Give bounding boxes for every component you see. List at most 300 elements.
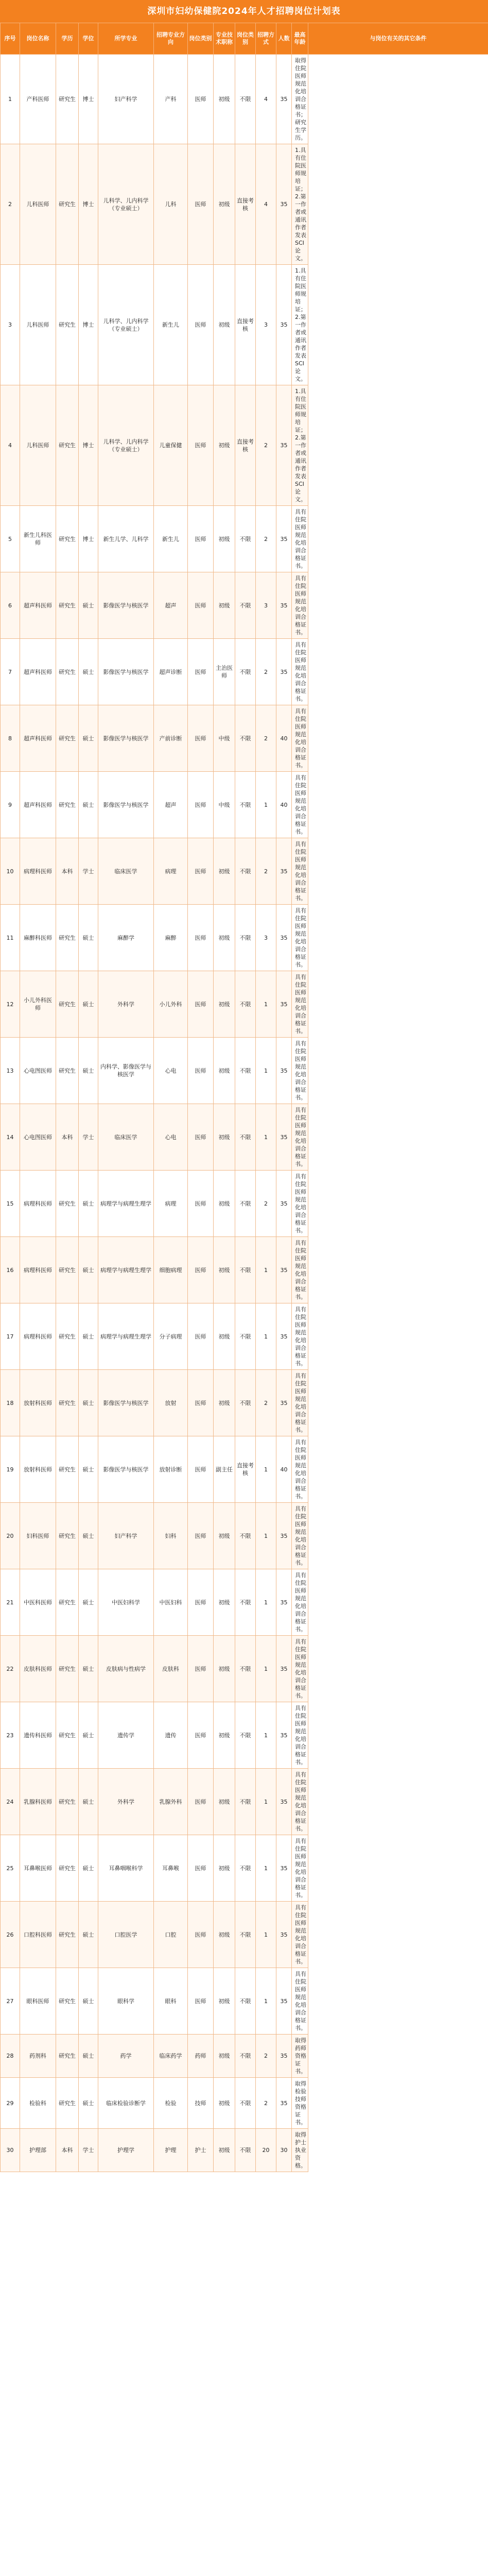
major: 病理学与病理生理学	[98, 1303, 154, 1370]
position-name: 病理科医师	[20, 1237, 56, 1303]
degree: 硕士	[79, 572, 98, 639]
direction: 心电	[154, 1104, 188, 1171]
degree: 博士	[79, 265, 98, 385]
row-number: 29	[1, 2078, 20, 2129]
hiring-mode: 1	[256, 1436, 276, 1503]
row-number: 4	[1, 385, 20, 506]
major: 儿科学、儿内科学（专业硕士）	[98, 265, 154, 385]
category: 不限	[235, 55, 256, 144]
title-level: 初级	[214, 1237, 235, 1303]
headcount: 35	[276, 1303, 292, 1370]
table-row	[1, 1436, 488, 1503]
position-type: 医师	[188, 1038, 214, 1104]
position-name: 儿科医师	[20, 385, 56, 506]
title-level: 初级	[214, 385, 235, 506]
row-number: 20	[1, 1503, 20, 1569]
education: 研究生	[56, 1636, 79, 1702]
title-level: 初级	[214, 506, 235, 572]
degree: 硕士	[79, 1769, 98, 1835]
position-type: 医师	[188, 1968, 214, 2035]
category: 不限	[235, 1569, 256, 1636]
headcount: 35	[276, 2035, 292, 2078]
education: 本科	[56, 1104, 79, 1171]
position-type: 医师	[188, 1636, 214, 1702]
direction: 超声诊断	[154, 639, 188, 705]
education: 研究生	[56, 265, 79, 385]
column-header: 专业技术职称	[214, 23, 235, 55]
education: 研究生	[56, 1702, 79, 1769]
degree: 博士	[79, 506, 98, 572]
max-age: 具有住院医师规范化培训合格证书。	[292, 838, 308, 905]
position-name: 妇科医师	[20, 1503, 56, 1569]
position-name: 心电图医师	[20, 1104, 56, 1171]
max-age: 具有住院医师规范化培训合格证书。	[292, 572, 308, 639]
category: 不限	[235, 1503, 256, 1569]
hiring-mode: 1	[256, 1503, 276, 1569]
degree: 硕士	[79, 639, 98, 705]
hiring-mode: 2	[256, 506, 276, 572]
title-level: 初级	[214, 1702, 235, 1769]
position-type: 医师	[188, 1769, 214, 1835]
table-row	[1, 1171, 488, 1237]
table-body	[1, 55, 488, 2172]
major: 影像医学与核医学	[98, 639, 154, 705]
position-type: 医师	[188, 506, 214, 572]
title-level: 初级	[214, 1902, 235, 1968]
direction: 耳鼻喉	[154, 1835, 188, 1902]
column-header: 最高年龄	[292, 23, 308, 55]
position-name: 超声科医师	[20, 705, 56, 772]
title-level: 初级	[214, 1503, 235, 1569]
position-name: 放射科医师	[20, 1370, 56, 1436]
hiring-mode: 1	[256, 1835, 276, 1902]
major: 影像医学与核医学	[98, 1370, 154, 1436]
hiring-mode: 1	[256, 772, 276, 838]
direction: 超声	[154, 572, 188, 639]
major: 麻醉学	[98, 905, 154, 971]
max-age: 取得住院医师规范化培训合格证书；研究生学历。	[292, 55, 308, 144]
category: 直接考核	[235, 144, 256, 265]
direction: 超声	[154, 772, 188, 838]
direction: 分子病理	[154, 1303, 188, 1370]
position-type: 医师	[188, 705, 214, 772]
position-type: 医师	[188, 838, 214, 905]
headcount: 35	[276, 1237, 292, 1303]
headcount: 35	[276, 1503, 292, 1569]
major: 儿科学、儿内科学（专业硕士）	[98, 385, 154, 506]
major: 口腔医学	[98, 1902, 154, 1968]
category: 不限	[235, 1968, 256, 2035]
table-row	[1, 1769, 488, 1835]
row-number: 15	[1, 1171, 20, 1237]
education: 研究生	[56, 639, 79, 705]
table-row	[1, 705, 488, 772]
row-number: 13	[1, 1038, 20, 1104]
row-number: 23	[1, 1702, 20, 1769]
table-row	[1, 572, 488, 639]
headcount: 35	[276, 55, 292, 144]
position-type: 医师	[188, 1370, 214, 1436]
hiring-mode: 1	[256, 1303, 276, 1370]
position-name: 乳腺科医师	[20, 1769, 56, 1835]
category: 不限	[235, 838, 256, 905]
title-level: 中级	[214, 705, 235, 772]
max-age: 具有住院医师规范化培训合格证书。	[292, 1702, 308, 1769]
major: 临床医学	[98, 838, 154, 905]
degree: 硕士	[79, 1237, 98, 1303]
table-row	[1, 905, 488, 971]
row-number: 12	[1, 971, 20, 1038]
position-name: 心电图医师	[20, 1038, 56, 1104]
category: 不限	[235, 2129, 256, 2172]
hiring-mode: 1	[256, 1968, 276, 2035]
row-number: 11	[1, 905, 20, 971]
row-number: 17	[1, 1303, 20, 1370]
direction: 遗传	[154, 1702, 188, 1769]
hiring-mode: 20	[256, 2129, 276, 2172]
max-age: 取得检验技师资格证书。	[292, 2078, 308, 2129]
category: 不限	[235, 1104, 256, 1171]
column-header: 学位	[79, 23, 98, 55]
hiring-mode: 2	[256, 385, 276, 506]
headcount: 35	[276, 2078, 292, 2129]
row-number: 1	[1, 55, 20, 144]
direction: 细胞病理	[154, 1237, 188, 1303]
position-name: 病理科医师	[20, 1303, 56, 1370]
row-number: 5	[1, 506, 20, 572]
headcount: 40	[276, 705, 292, 772]
major: 妇产科学	[98, 1503, 154, 1569]
table-row	[1, 1968, 488, 2035]
education: 研究生	[56, 1370, 79, 1436]
title-level: 初级	[214, 838, 235, 905]
headcount: 30	[276, 2129, 292, 2172]
direction: 口腔	[154, 1902, 188, 1968]
headcount: 35	[276, 971, 292, 1038]
education: 研究生	[56, 1968, 79, 2035]
degree: 硕士	[79, 1569, 98, 1636]
education: 研究生	[56, 506, 79, 572]
major: 护理学	[98, 2129, 154, 2172]
headcount: 35	[276, 639, 292, 705]
position-name: 新生儿科医师	[20, 506, 56, 572]
table-row	[1, 144, 488, 265]
max-age: 取得护士执业资格。	[292, 2129, 308, 2172]
major: 临床检验诊断学	[98, 2078, 154, 2129]
major: 影像医学与核医学	[98, 705, 154, 772]
major: 新生儿学、儿科学	[98, 506, 154, 572]
table-row	[1, 971, 488, 1038]
position-name: 儿科医师	[20, 144, 56, 265]
max-age: 具有住院医师规范化培训合格证书。	[292, 1104, 308, 1171]
title-level: 初级	[214, 2035, 235, 2078]
table-row	[1, 1503, 488, 1569]
row-number: 30	[1, 2129, 20, 2172]
title-level: 副主任	[214, 1436, 235, 1503]
headcount: 35	[276, 265, 292, 385]
education: 研究生	[56, 1237, 79, 1303]
degree: 硕士	[79, 1303, 98, 1370]
table-header	[1, 23, 488, 55]
education: 研究生	[56, 705, 79, 772]
education: 研究生	[56, 772, 79, 838]
major: 皮肤病与性病学	[98, 1636, 154, 1702]
position-name: 眼科医师	[20, 1968, 56, 2035]
title-level: 初级	[214, 1303, 235, 1370]
category: 不限	[235, 2078, 256, 2129]
title-level: 中级	[214, 772, 235, 838]
max-age: 具有住院医师规范化培训合格证书。	[292, 1636, 308, 1702]
major: 耳鼻咽喉科学	[98, 1835, 154, 1902]
table-row	[1, 1569, 488, 1636]
degree: 博士	[79, 55, 98, 144]
headcount: 35	[276, 1104, 292, 1171]
header-row	[1, 23, 488, 55]
page-title: 深圳市妇幼保健院2024年人才招聘岗位计划表	[0, 0, 488, 23]
max-age: 具有住院医师规范化培训合格证书。	[292, 905, 308, 971]
row-number: 14	[1, 1104, 20, 1171]
max-age: 1.具有住院医师规培证； 2.第一作者或通讯作者发表SCI论文。	[292, 385, 308, 506]
column-header: 所学专业	[98, 23, 154, 55]
table-row	[1, 772, 488, 838]
major: 眼科学	[98, 1968, 154, 2035]
hiring-mode: 3	[256, 572, 276, 639]
row-number: 9	[1, 772, 20, 838]
degree: 硕士	[79, 1636, 98, 1702]
category: 不限	[235, 572, 256, 639]
table-row	[1, 1835, 488, 1902]
max-age: 具有住院医师规范化培训合格证书。	[292, 506, 308, 572]
max-age: 具有住院医师规范化培训合格证书。	[292, 1503, 308, 1569]
headcount: 35	[276, 1835, 292, 1902]
row-number: 2	[1, 144, 20, 265]
row-number: 10	[1, 838, 20, 905]
direction: 病理	[154, 1171, 188, 1237]
table-row	[1, 1702, 488, 1769]
education: 研究生	[56, 1902, 79, 1968]
headcount: 35	[276, 838, 292, 905]
education: 研究生	[56, 144, 79, 265]
max-age: 具有住院医师规范化培训合格证书。	[292, 1769, 308, 1835]
table-row	[1, 1303, 488, 1370]
education: 研究生	[56, 1569, 79, 1636]
headcount: 35	[276, 572, 292, 639]
position-name: 小儿外科医师	[20, 971, 56, 1038]
position-type: 医师	[188, 385, 214, 506]
table-row	[1, 1104, 488, 1171]
hiring-mode: 2	[256, 1171, 276, 1237]
category: 不限	[235, 1702, 256, 1769]
degree: 学士	[79, 1104, 98, 1171]
title-level: 初级	[214, 2078, 235, 2129]
hiring-mode: 1	[256, 1237, 276, 1303]
max-age: 具有住院医师规范化培训合格证书。	[292, 1171, 308, 1237]
table-row	[1, 55, 488, 144]
row-number: 6	[1, 572, 20, 639]
major: 外科学	[98, 1769, 154, 1835]
degree: 博士	[79, 385, 98, 506]
hiring-mode: 3	[256, 905, 276, 971]
degree: 硕士	[79, 2078, 98, 2129]
title-level: 初级	[214, 1569, 235, 1636]
title-level: 初级	[214, 265, 235, 385]
position-type: 医师	[188, 772, 214, 838]
column-header: 岗位类别	[188, 23, 214, 55]
education: 研究生	[56, 385, 79, 506]
degree: 硕士	[79, 905, 98, 971]
table-row	[1, 385, 488, 506]
hiring-mode: 1	[256, 1702, 276, 1769]
category: 不限	[235, 506, 256, 572]
direction: 麻醉	[154, 905, 188, 971]
degree: 硕士	[79, 1171, 98, 1237]
category: 不限	[235, 1038, 256, 1104]
education: 研究生	[56, 905, 79, 971]
position-name: 检验科	[20, 2078, 56, 2129]
degree: 硕士	[79, 1835, 98, 1902]
hiring-mode: 4	[256, 55, 276, 144]
title-level: 初级	[214, 1835, 235, 1902]
education: 研究生	[56, 1503, 79, 1569]
direction: 护理	[154, 2129, 188, 2172]
column-header: 序号	[1, 23, 20, 55]
position-name: 遗传科医师	[20, 1702, 56, 1769]
hiring-mode: 1	[256, 1636, 276, 1702]
hiring-mode: 1	[256, 1769, 276, 1835]
direction: 放射诊断	[154, 1436, 188, 1503]
position-name: 超声科医师	[20, 572, 56, 639]
hiring-mode: 4	[256, 144, 276, 265]
direction: 新生儿	[154, 265, 188, 385]
position-name: 口腔科医师	[20, 1902, 56, 1968]
table-row	[1, 2129, 488, 2172]
table-row	[1, 1636, 488, 1702]
title-level: 初级	[214, 1968, 235, 2035]
max-age: 具有住院医师规范化培训合格证书。	[292, 1968, 308, 2035]
hiring-mode: 2	[256, 1370, 276, 1436]
row-number: 25	[1, 1835, 20, 1902]
max-age: 具有住院医师规范化培训合格证书。	[292, 772, 308, 838]
education: 研究生	[56, 1171, 79, 1237]
recruitment-table	[0, 23, 488, 2172]
table-row	[1, 265, 488, 385]
headcount: 40	[276, 1436, 292, 1503]
row-number: 26	[1, 1902, 20, 1968]
table-row	[1, 2078, 488, 2129]
degree: 硕士	[79, 772, 98, 838]
direction: 儿童保健	[154, 385, 188, 506]
headcount: 35	[276, 905, 292, 971]
max-age: 具有住院医师规范化培训合格证书。	[292, 1436, 308, 1503]
max-age: 具有住院医师规范化培训合格证书。	[292, 1237, 308, 1303]
major: 药学	[98, 2035, 154, 2078]
table-row	[1, 1902, 488, 1968]
title-level: 初级	[214, 971, 235, 1038]
hiring-mode: 2	[256, 705, 276, 772]
category: 不限	[235, 1171, 256, 1237]
major: 中医妇科学	[98, 1569, 154, 1636]
position-type: 医师	[188, 144, 214, 265]
category: 不限	[235, 1303, 256, 1370]
direction: 儿科	[154, 144, 188, 265]
position-name: 儿科医师	[20, 265, 56, 385]
degree: 硕士	[79, 705, 98, 772]
title-level: 初级	[214, 1171, 235, 1237]
column-header: 招聘专业方向	[154, 23, 188, 55]
major: 影像医学与核医学	[98, 772, 154, 838]
table-row	[1, 838, 488, 905]
max-age: 具有住院医师规范化培训合格证书。	[292, 1902, 308, 1968]
direction: 放射	[154, 1370, 188, 1436]
degree: 硕士	[79, 1902, 98, 1968]
degree: 硕士	[79, 1370, 98, 1436]
column-header: 岗位类别	[235, 23, 256, 55]
direction: 产前诊断	[154, 705, 188, 772]
row-number: 19	[1, 1436, 20, 1503]
row-number: 22	[1, 1636, 20, 1702]
max-age: 具有住院医师规范化培训合格证书。	[292, 639, 308, 705]
degree: 硕士	[79, 1436, 98, 1503]
column-header: 学历	[56, 23, 79, 55]
major: 影像医学与核医学	[98, 1436, 154, 1503]
title-level: 初级	[214, 1636, 235, 1702]
headcount: 35	[276, 1038, 292, 1104]
position-type: 医师	[188, 1104, 214, 1171]
major: 病理学与病理生理学	[98, 1237, 154, 1303]
degree: 硕士	[79, 2035, 98, 2078]
position-name: 护理部	[20, 2129, 56, 2172]
title-level: 初级	[214, 144, 235, 265]
category: 不限	[235, 705, 256, 772]
direction: 乳腺外科	[154, 1769, 188, 1835]
title-level: 主治医师	[214, 639, 235, 705]
position-type: 医师	[188, 1171, 214, 1237]
title-level: 初级	[214, 1370, 235, 1436]
degree: 学士	[79, 838, 98, 905]
category: 直接考核	[235, 1436, 256, 1503]
position-name: 产科医师	[20, 55, 56, 144]
direction: 病理	[154, 838, 188, 905]
category: 不限	[235, 1370, 256, 1436]
position-name: 皮肤科医师	[20, 1636, 56, 1702]
education: 研究生	[56, 1769, 79, 1835]
position-name: 病理科医师	[20, 838, 56, 905]
direction: 新生儿	[154, 506, 188, 572]
position-name: 麻醉科医师	[20, 905, 56, 971]
degree: 硕士	[79, 1038, 98, 1104]
degree: 硕士	[79, 1503, 98, 1569]
headcount: 35	[276, 1902, 292, 1968]
row-number: 16	[1, 1237, 20, 1303]
max-age: 具有住院医师规范化培训合格证书。	[292, 1303, 308, 1370]
position-name: 药剂科	[20, 2035, 56, 2078]
position-type: 医师	[188, 1569, 214, 1636]
education: 研究生	[56, 2078, 79, 2129]
hiring-mode: 1	[256, 971, 276, 1038]
column-header: 与岗位有关的其它条件	[308, 23, 488, 55]
major: 病理学与病理生理学	[98, 1171, 154, 1237]
direction: 检验	[154, 2078, 188, 2129]
position-name: 超声科医师	[20, 639, 56, 705]
category: 不限	[235, 1902, 256, 1968]
category: 直接考核	[235, 265, 256, 385]
table-row	[1, 1038, 488, 1104]
education: 研究生	[56, 1436, 79, 1503]
category: 不限	[235, 2035, 256, 2078]
education: 本科	[56, 2129, 79, 2172]
max-age: 1.具有住院医师规培证； 2.第一作者或通讯作者发表SCI论文。	[292, 144, 308, 265]
education: 本科	[56, 838, 79, 905]
